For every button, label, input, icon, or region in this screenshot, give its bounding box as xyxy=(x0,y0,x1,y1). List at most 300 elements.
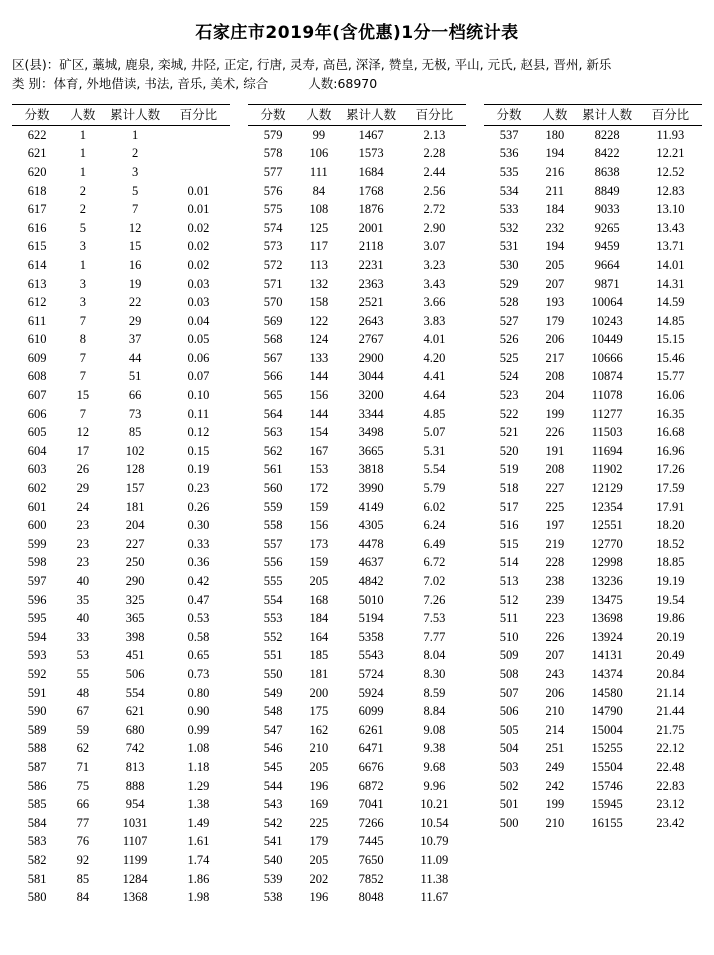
cell-cumulative: 4478 xyxy=(358,536,384,551)
table-row xyxy=(484,646,702,665)
table-row xyxy=(248,572,466,591)
cell-cumulative: 3665 xyxy=(358,443,384,458)
cell-score: 515 xyxy=(499,536,519,551)
cell-score: 567 xyxy=(263,350,283,365)
table-row xyxy=(484,739,702,758)
cell-count: 197 xyxy=(545,518,565,533)
table-row xyxy=(484,367,702,386)
cell-score: 505 xyxy=(499,722,519,737)
cell-count: 106 xyxy=(309,146,329,161)
cell-count: 239 xyxy=(545,592,565,607)
table-row xyxy=(484,405,702,424)
cell-count: 5 xyxy=(79,220,86,235)
cell-cumulative: 8849 xyxy=(594,183,620,198)
cell-cumulative: 102 xyxy=(125,443,145,458)
cell-score: 551 xyxy=(263,648,283,663)
cell-cumulative: 398 xyxy=(125,629,145,644)
cell-score: 618 xyxy=(27,183,47,198)
cell-cumulative: 14790 xyxy=(591,704,623,719)
cell-score: 552 xyxy=(263,629,283,644)
table-row xyxy=(248,367,466,386)
table-columns xyxy=(8,104,706,907)
cell-percent: 0.53 xyxy=(187,611,210,626)
cell-cumulative: 10666 xyxy=(591,350,623,365)
cell-count: 205 xyxy=(309,574,329,588)
table-row xyxy=(248,516,466,535)
cell-cumulative: 2900 xyxy=(358,350,384,365)
cell-percent: 8.59 xyxy=(423,685,446,700)
cell-count: 7 xyxy=(79,369,86,384)
table-row xyxy=(484,442,702,461)
cell-count: 223 xyxy=(545,611,565,626)
cell-score: 610 xyxy=(27,332,47,347)
table-row xyxy=(12,684,230,703)
cell-cumulative: 13475 xyxy=(591,592,623,607)
table-row xyxy=(484,163,702,182)
cell-percent: 19.86 xyxy=(656,611,685,626)
cell-percent: 0.65 xyxy=(187,648,210,663)
cell-score: 580 xyxy=(27,890,47,905)
cell-percent: 2.90 xyxy=(423,220,446,235)
table-row xyxy=(248,349,466,368)
table-row xyxy=(12,442,230,461)
table-row xyxy=(484,349,702,368)
cell-cumulative: 621 xyxy=(125,704,145,719)
cell-percent: 7.26 xyxy=(423,592,446,607)
table-row xyxy=(484,256,702,275)
table-row xyxy=(484,144,702,163)
cell-cumulative: 742 xyxy=(125,741,145,756)
header-percent: 百分比 xyxy=(403,104,466,125)
table-row xyxy=(12,795,230,814)
table-row xyxy=(12,367,230,386)
cell-score: 501 xyxy=(499,797,519,812)
cell-cumulative: 12 xyxy=(128,220,142,235)
cell-count: 179 xyxy=(545,313,565,328)
cell-score: 602 xyxy=(27,481,47,496)
cell-cumulative: 8422 xyxy=(594,146,620,161)
table-row xyxy=(12,777,230,796)
cell-cumulative: 2 xyxy=(132,146,139,161)
cell-percent: 8.04 xyxy=(423,648,446,663)
cell-score: 534 xyxy=(499,183,519,198)
cell-count: 162 xyxy=(309,722,329,737)
cell-score: 523 xyxy=(499,388,519,403)
cell-cumulative: 4637 xyxy=(358,555,384,570)
cell-percent: 14.85 xyxy=(656,313,685,328)
cell-score: 532 xyxy=(499,220,519,235)
cell-cumulative: 954 xyxy=(125,797,145,812)
cell-cumulative: 44 xyxy=(128,350,142,365)
cell-percent: 13.10 xyxy=(656,202,685,217)
cell-score: 613 xyxy=(27,276,47,291)
cell-percent: 0.90 xyxy=(187,704,210,719)
table-row xyxy=(12,553,230,572)
cell-count: 108 xyxy=(309,202,329,217)
cell-count: 159 xyxy=(309,499,329,514)
table-row xyxy=(12,721,230,740)
cell-score: 518 xyxy=(499,481,519,496)
cell-count: 55 xyxy=(76,666,90,681)
table-row xyxy=(12,758,230,777)
cell-percent: 0.02 xyxy=(187,257,210,272)
cell-count: 17 xyxy=(76,443,90,458)
cell-count: 3 xyxy=(79,295,86,310)
cell-cumulative: 3818 xyxy=(358,462,384,477)
cell-cumulative: 5010 xyxy=(358,592,384,607)
cell-percent: 1.98 xyxy=(187,890,210,905)
page-title: 石家庄市2019年(含优惠)1分一档统计表 xyxy=(195,23,519,43)
cell-cumulative: 15746 xyxy=(591,778,623,793)
cell-score: 596 xyxy=(27,592,47,607)
cell-percent: 0.01 xyxy=(187,202,210,217)
cell-count: 210 xyxy=(545,704,565,719)
cell-count: 208 xyxy=(545,369,565,384)
cell-count: 225 xyxy=(545,499,565,514)
cell-cumulative: 2118 xyxy=(358,239,384,254)
table-row xyxy=(12,628,230,647)
cell-cumulative: 7650 xyxy=(358,852,384,867)
cell-cumulative: 6471 xyxy=(358,741,384,756)
cell-cumulative: 2231 xyxy=(358,257,384,272)
table-row xyxy=(12,516,230,535)
cell-score: 620 xyxy=(27,164,47,179)
table-row xyxy=(12,349,230,368)
cell-cumulative: 10874 xyxy=(591,369,623,384)
cell-cumulative: 2363 xyxy=(358,276,384,291)
cell-count: 7 xyxy=(79,406,86,421)
cell-percent: 18.85 xyxy=(656,555,685,570)
cell-count: 133 xyxy=(309,350,329,365)
table-row xyxy=(12,163,230,182)
cell-percent: 17.26 xyxy=(656,462,685,477)
header-count: 人数 xyxy=(534,104,575,125)
cell-count: 12 xyxy=(76,425,90,440)
cell-count: 214 xyxy=(545,722,565,737)
cell-score: 568 xyxy=(263,332,283,347)
cell-cumulative: 22 xyxy=(128,295,142,310)
cell-cumulative: 6261 xyxy=(358,722,384,737)
cell-cumulative: 16 xyxy=(128,257,142,272)
cell-count: 8 xyxy=(79,332,86,347)
cell-cumulative: 181 xyxy=(125,499,145,514)
cell-percent: 15.15 xyxy=(656,332,685,347)
cell-score: 590 xyxy=(27,704,47,719)
cell-cumulative: 5 xyxy=(132,183,139,198)
table-row xyxy=(484,330,702,349)
cell-score: 621 xyxy=(27,146,47,161)
cell-count: 194 xyxy=(545,146,565,161)
header-cumulative: 累计人数 xyxy=(576,104,639,125)
header-score: 分数 xyxy=(248,104,298,125)
cell-percent: 0.07 xyxy=(187,369,210,384)
cell-cumulative: 1768 xyxy=(358,183,384,198)
cell-count: 23 xyxy=(76,555,90,570)
cell-cumulative: 5924 xyxy=(358,685,384,700)
cell-score: 557 xyxy=(263,536,283,551)
table-row xyxy=(248,609,466,628)
cell-score: 511 xyxy=(499,611,519,626)
cell-cumulative: 2767 xyxy=(358,332,384,347)
cell-score: 550 xyxy=(263,666,283,681)
cell-percent: 0.06 xyxy=(187,350,210,365)
table-row xyxy=(248,702,466,721)
cell-score: 604 xyxy=(27,443,47,458)
table-row xyxy=(248,460,466,479)
cell-count: 167 xyxy=(309,443,329,458)
cell-cumulative: 8228 xyxy=(594,127,620,142)
cell-count: 29 xyxy=(76,481,90,496)
cell-cumulative: 3498 xyxy=(358,425,384,440)
cell-percent: 14.31 xyxy=(656,276,685,291)
cell-count: 111 xyxy=(309,164,328,179)
table-row xyxy=(12,572,230,591)
cell-cumulative: 7445 xyxy=(358,834,384,849)
cell-count: 243 xyxy=(545,666,565,681)
cell-cumulative: 9871 xyxy=(594,276,620,291)
cell-count: 199 xyxy=(545,797,565,812)
cell-score: 504 xyxy=(499,741,519,756)
cell-count: 210 xyxy=(545,815,565,830)
cell-percent: 10.54 xyxy=(420,815,449,830)
cell-count: 232 xyxy=(545,220,565,235)
table-row xyxy=(248,758,466,777)
cell-percent: 5.07 xyxy=(423,425,446,440)
cell-count: 7 xyxy=(79,313,86,328)
table-row xyxy=(248,163,466,182)
people-count xyxy=(308,74,377,93)
cell-percent: 18.20 xyxy=(656,518,685,533)
cell-percent: 11.93 xyxy=(656,127,685,142)
table-row xyxy=(248,386,466,405)
cell-score: 588 xyxy=(27,741,47,756)
cell-score: 561 xyxy=(263,462,283,477)
cell-cumulative: 5724 xyxy=(358,666,384,681)
cell-count: 200 xyxy=(309,685,329,700)
cell-count: 40 xyxy=(76,611,90,626)
cell-cumulative: 14374 xyxy=(591,666,623,681)
cell-count: 185 xyxy=(309,648,329,663)
cell-cumulative: 680 xyxy=(125,722,145,737)
table-row xyxy=(248,219,466,238)
cell-count: 154 xyxy=(309,425,329,440)
cell-score: 608 xyxy=(27,369,47,384)
cell-score: 508 xyxy=(499,666,519,681)
table-row xyxy=(248,256,466,275)
table-row xyxy=(12,665,230,684)
cell-count: 202 xyxy=(309,871,329,886)
cell-count: 193 xyxy=(545,295,565,310)
cell-score: 603 xyxy=(27,462,47,477)
cell-count: 26 xyxy=(76,462,90,477)
cell-count: 75 xyxy=(76,778,90,793)
cell-score: 553 xyxy=(263,611,283,626)
cell-count: 210 xyxy=(309,741,329,756)
cell-percent: 0.02 xyxy=(187,239,210,254)
table-row xyxy=(12,182,230,201)
cell-count: 77 xyxy=(76,815,90,830)
cell-score: 555 xyxy=(263,574,283,588)
cell-count: 7 xyxy=(79,350,86,365)
cell-cumulative: 9033 xyxy=(594,202,620,217)
cell-percent: 19.54 xyxy=(656,592,685,607)
table-row xyxy=(248,870,466,889)
cell-score: 544 xyxy=(263,778,283,793)
cell-score: 500 xyxy=(499,815,519,830)
cell-score: 554 xyxy=(263,592,283,607)
cell-cumulative: 1 xyxy=(132,127,139,142)
cell-score: 581 xyxy=(27,871,47,886)
cell-percent: 2.13 xyxy=(423,127,446,142)
cell-score: 542 xyxy=(263,815,283,830)
table-header-row xyxy=(12,104,230,125)
cell-percent: 17.59 xyxy=(656,481,685,496)
category-row xyxy=(12,74,706,93)
cell-count: 1 xyxy=(79,257,86,272)
cell-cumulative: 3990 xyxy=(358,481,384,496)
cell-percent: 0.99 xyxy=(187,722,210,737)
table-row xyxy=(248,442,466,461)
cell-percent: 0.19 xyxy=(187,462,210,477)
cell-score: 597 xyxy=(27,574,47,588)
cell-percent: 1.49 xyxy=(187,815,210,830)
cell-percent: 1.86 xyxy=(187,871,210,886)
cell-percent: 21.14 xyxy=(656,685,685,700)
table-row xyxy=(484,572,702,591)
cell-percent: 0.73 xyxy=(187,666,210,681)
cell-percent: 21.75 xyxy=(656,722,685,737)
cell-percent: 12.83 xyxy=(656,183,685,198)
cell-cumulative: 8048 xyxy=(358,890,384,905)
cell-count: 196 xyxy=(309,778,329,793)
cell-score: 612 xyxy=(27,295,47,310)
cell-cumulative: 3 xyxy=(132,164,139,179)
table-row xyxy=(484,795,702,814)
cell-percent: 12.52 xyxy=(656,164,685,179)
cell-score: 513 xyxy=(499,574,519,588)
cell-percent: 22.48 xyxy=(656,759,685,774)
table-row xyxy=(12,237,230,256)
cell-count: 238 xyxy=(545,574,565,588)
cell-percent: 22.12 xyxy=(656,741,685,756)
cell-score: 593 xyxy=(27,648,47,663)
cell-percent: 17.91 xyxy=(656,499,685,514)
cell-cumulative: 6872 xyxy=(358,778,384,793)
table-row xyxy=(248,293,466,312)
table-row xyxy=(248,237,466,256)
cell-count: 67 xyxy=(76,704,90,719)
cell-percent: 20.49 xyxy=(656,648,685,663)
cell-cumulative: 37 xyxy=(128,332,142,347)
table-row xyxy=(248,182,466,201)
cell-cumulative: 7266 xyxy=(358,815,384,830)
cell-percent: 1.74 xyxy=(187,852,210,867)
cell-cumulative: 11277 xyxy=(591,406,623,421)
cell-score: 547 xyxy=(263,722,283,737)
cell-percent xyxy=(167,163,230,182)
cell-percent xyxy=(167,125,230,144)
cell-score: 502 xyxy=(499,778,519,793)
cell-count: 84 xyxy=(76,890,90,905)
cell-cumulative: 204 xyxy=(125,518,145,533)
cell-percent: 21.44 xyxy=(656,704,685,719)
table-header-row xyxy=(248,104,466,125)
cell-cumulative: 813 xyxy=(125,759,145,774)
cell-cumulative: 11503 xyxy=(591,425,623,440)
cell-score: 507 xyxy=(499,685,519,700)
table-row xyxy=(484,312,702,331)
cell-score: 606 xyxy=(27,406,47,421)
cell-percent: 0.10 xyxy=(187,388,210,403)
cell-cumulative: 14131 xyxy=(591,648,623,663)
table-row xyxy=(484,219,702,238)
category-value: 体育, 外地借读, 书法, 音乐, 美术, 综合 xyxy=(53,76,269,92)
cell-cumulative: 227 xyxy=(125,536,145,551)
cell-percent: 1.18 xyxy=(187,759,210,774)
table-row xyxy=(484,479,702,498)
cell-count: 125 xyxy=(309,220,329,235)
cell-count: 53 xyxy=(76,648,90,663)
cell-cumulative: 11078 xyxy=(591,388,623,403)
table-row xyxy=(12,591,230,610)
cell-score: 549 xyxy=(263,685,283,700)
cell-score: 531 xyxy=(499,239,519,254)
table-row xyxy=(12,144,230,163)
cell-count: 208 xyxy=(545,462,565,477)
cell-cumulative: 3344 xyxy=(358,406,384,421)
table-row xyxy=(248,739,466,758)
column-3 xyxy=(484,104,702,907)
cell-cumulative: 1107 xyxy=(122,834,148,849)
cell-count: 207 xyxy=(545,276,565,291)
cell-score: 541 xyxy=(263,834,283,849)
cell-score: 506 xyxy=(499,704,519,719)
cell-count: 205 xyxy=(309,759,329,774)
cell-cumulative: 9459 xyxy=(594,239,620,254)
cell-score: 545 xyxy=(263,759,283,774)
table-body-2 xyxy=(248,125,466,906)
cell-score: 566 xyxy=(263,369,283,384)
cell-score: 582 xyxy=(27,852,47,867)
cell-percent: 3.07 xyxy=(423,239,446,254)
cell-score: 503 xyxy=(499,759,519,774)
cell-count: 2 xyxy=(79,183,86,198)
cell-count: 205 xyxy=(545,257,565,272)
cell-percent: 0.12 xyxy=(187,425,210,440)
table-row xyxy=(248,330,466,349)
table-row xyxy=(248,665,466,684)
cell-percent: 5.31 xyxy=(423,443,446,458)
cell-score: 622 xyxy=(27,127,47,142)
cell-percent: 8.30 xyxy=(423,666,446,681)
cell-count: 23 xyxy=(76,518,90,533)
cell-cumulative: 16155 xyxy=(591,815,623,830)
cell-count: 24 xyxy=(76,499,90,514)
cell-cumulative: 1284 xyxy=(122,871,148,886)
cell-score: 514 xyxy=(499,555,519,570)
cell-cumulative: 13236 xyxy=(591,574,623,588)
table-row xyxy=(484,535,702,554)
cell-cumulative: 10449 xyxy=(591,332,623,347)
cell-count: 211 xyxy=(545,183,564,198)
cell-score: 578 xyxy=(263,146,283,161)
cell-score: 546 xyxy=(263,741,283,756)
cell-cumulative: 1573 xyxy=(358,146,384,161)
cell-count: 144 xyxy=(309,369,329,384)
table-row xyxy=(484,553,702,572)
score-table-2 xyxy=(248,104,466,907)
table-row xyxy=(484,498,702,517)
